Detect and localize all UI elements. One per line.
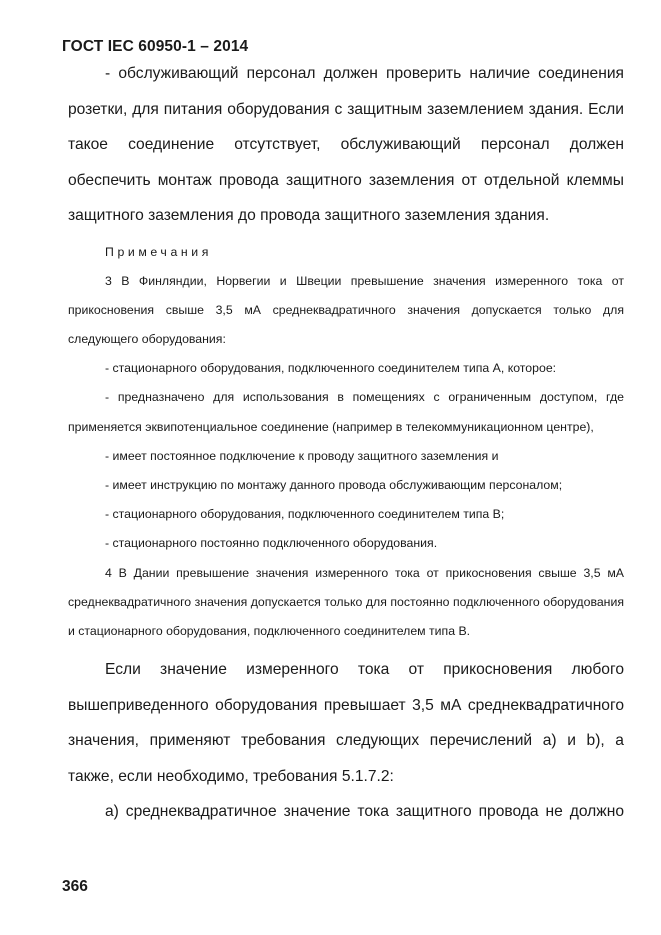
note-3-item-1a: - предназначено для использования в помещениях с ограниченным доступом, где применяется эквипотенциальное соединение (например в телекоммуникационном центре),: [68, 390, 624, 434]
document-header: ГОСТ IEC 60950-1 – 2014: [62, 38, 249, 55]
page-content: [68, 56, 624, 830]
paragraph-requirements: Если значение измеренного тока от прикосновения любого вышеприведенного оборудования превышает 3,5 мА среднеквадратичного значения, применяют требования следующих перечислений а) и b), а также, если необходимо, требования 5.1.7.2:: [68, 661, 624, 785]
note-3-item-1b: - имеет постоянное подключение к проводу защитного заземления и: [105, 448, 499, 463]
list-item-a: а) среднеквадратичное значение тока защитного провода не должно: [105, 803, 624, 821]
note-3-item-1c: - имеет инструкцию по монтажу данного провода обслуживающим персоналом;: [105, 477, 563, 492]
paragraph-maintenance-check: - обслуживающий персонал должен проверить наличие соединения розетки, для питания оборудования с защитным заземлением здания. Если такое соединение отсутствует, обслуживающий персонал должен обеспечить монтаж провода защитного заземления от отдельной клеммы защитного заземления до провода защитного заземления здания.: [68, 65, 624, 224]
notes-heading: Примечания: [105, 244, 212, 259]
note-3-item-1: - стационарного оборудования, подключенного соединителем типа А, которое:: [105, 361, 557, 376]
note-3-item-2: - стационарного оборудования, подключенного соединителем типа В;: [105, 507, 505, 522]
note-3-item-3: - стационарного постоянно подключенного оборудования.: [105, 536, 438, 551]
note-4: 4 В Дании превышение значения измеренного тока от прикосновения свыше 3,5 мА среднеквадратичного значения допускается только для постоянно подключенного оборудования и стационарного оборудования, подключенного соединителем типа В.: [68, 565, 624, 638]
page-number: 366: [62, 878, 88, 895]
note-3: 3 В Финляндии, Норвегии и Швеции превышение значения измеренного тока от прикосновения свыше 3,5 мА среднеквадратичного значения допускается только для следующего оборудования:: [68, 273, 624, 346]
